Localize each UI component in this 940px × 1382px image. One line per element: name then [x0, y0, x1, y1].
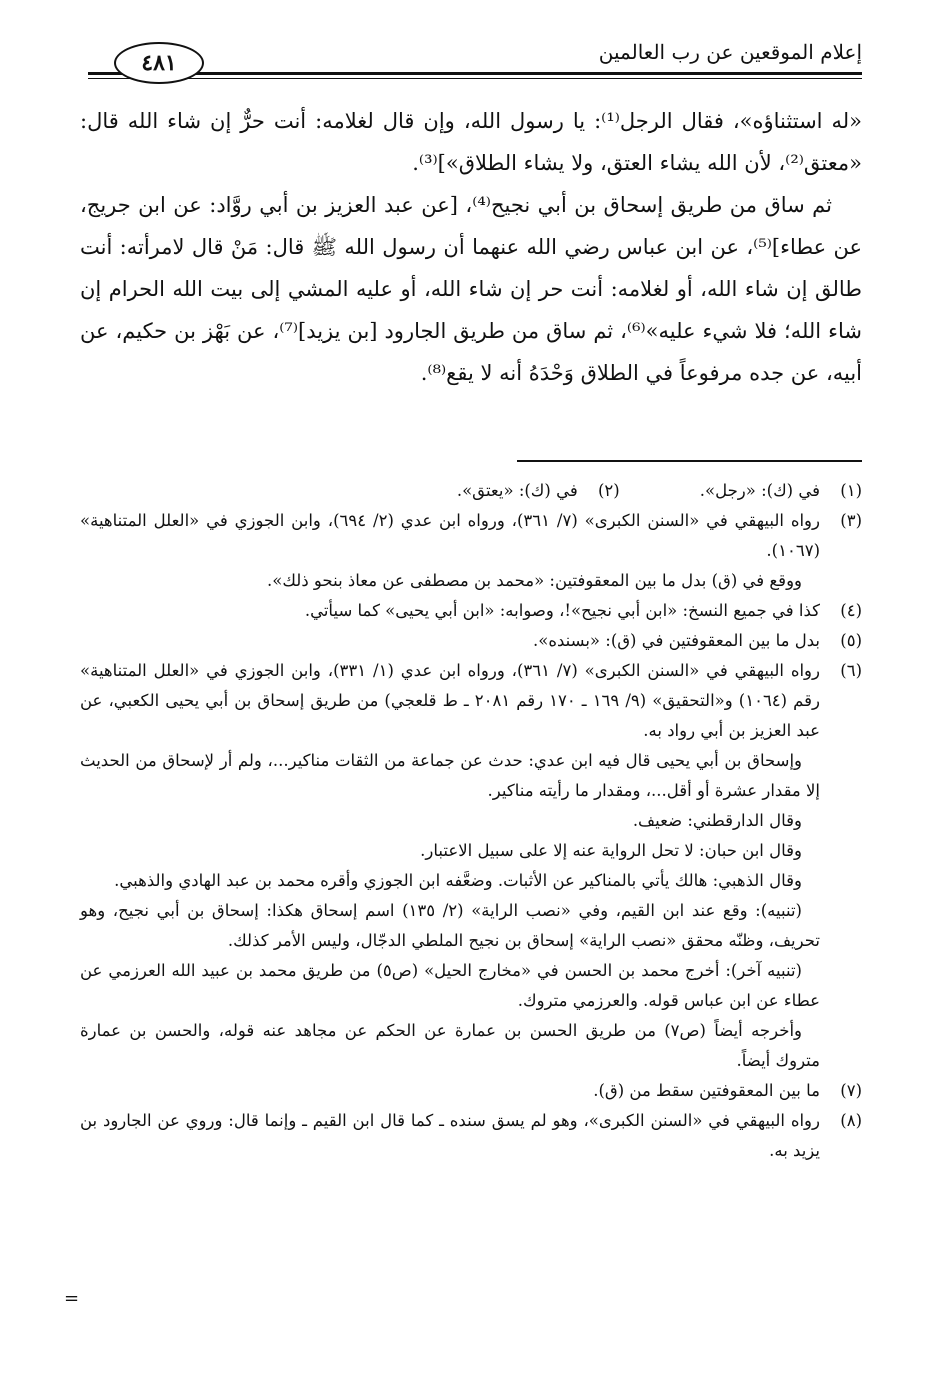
footnote-item — [80, 1076, 862, 1106]
footnote-text: في (ك): «رجل». — [699, 481, 820, 500]
footnote-row — [80, 476, 862, 506]
footnote-item — [80, 596, 862, 626]
footnote-item — [80, 626, 862, 656]
footnote-separator — [517, 460, 862, 462]
running-title: إعلام الموقعين عن رب العالمين — [589, 40, 862, 64]
footnote-continuation: (تنبيه): وقع عند ابن القيم، وفي «نصب الراية» (٢/ ١٣٥) اسم إسحاق هكذا: إسحاق بن أبي نجيح، وهو تحريف، وظنّه محقق «نصب الراية» إسحاق بن نجيح الملطي الدجّال، وليس الأمر كذلك. — [80, 901, 820, 950]
footnote-continuation: وأخرجه أيضاً (ص٧) من طريق الحسن بن عمارة عن الحكم عن مجاهد عنه قوله، والحسن بن عمارة متروك أيضاً. — [80, 1021, 820, 1070]
footnote-item — [80, 1106, 862, 1166]
footnote-continuation: ووقع في (ق) بدل ما بين المعقوفتين: «محمد بن مصطفى عن معاذ بنحو ذلك». — [267, 571, 802, 590]
footnote-number: (٦) — [840, 661, 862, 680]
footnote-continuation: وقال الذهبي: هالك يأتي بالمناكير عن الأثبات. وضعَّفه ابن الجوزي وأقره محمد بن عبد الهادي والذهبي. — [114, 871, 802, 890]
header-rule-thin — [88, 78, 862, 79]
footnote-continuation: وقال الدارقطني: ضعيف. — [632, 811, 802, 830]
footnote-number: (٢) — [597, 481, 620, 500]
footnote-continuation: (تنبيه آخر): أخرج محمد بن الحسن في «مخارج الحيل» (ص٥) من طريق محمد بن عبيد الله العرزمي عن عطاء عن ابن عباس قوله. والعرزمي متروك. — [80, 961, 820, 1010]
footnote-text: ما بين المعقوفتين سقط من (ق). — [593, 1081, 820, 1100]
footnote-text: بدل ما بين المعقوفتين في (ق): «بسنده». — [532, 631, 820, 650]
footnotes — [80, 476, 862, 1166]
footnote-text: كذا في جميع النسخ: «ابن أبي نجيح»!، وصوابه: «ابن أبي يحيى» كما سيأتي. — [304, 601, 820, 620]
footnote-number: (٨) — [840, 1111, 862, 1130]
footnote-text: رواه البيهقي في «السنن الكبرى» (٧/ ٣٦١)، ورواه ابن عدي (١/ ٣٣١)، وابن الجوزي في «العلل المتناهية» رقم (١٠٦٤) و«التحقيق» (٩/ ١٦٩ ـ ١٧٠ رقم ٢٠٨١ ـ ط قلعجي) من طريق إسحاق بن أبي يحيى الكعبي، عن عبد العزيز بن أبي رواد به. — [80, 661, 820, 740]
page-number: ٤٨١ — [114, 42, 204, 84]
page-header — [88, 40, 862, 84]
footnote-number: (٧) — [840, 1081, 862, 1100]
footnote-item — [80, 506, 862, 566]
footnote-number: (٣) — [840, 511, 862, 530]
footnote-text: رواه البيهقي في «السنن الكبرى» (٧/ ٣٦١)، ورواه ابن عدي (٢/ ٦٩٤)، وابن الجوزي في «العلل المتناهية» (١٠٦٧). — [80, 511, 820, 560]
footnote-continuation: وقال ابن حبان: لا تحل الرواية عنه إلا على سبيل الاعتبار. — [420, 841, 802, 860]
footnote-item — [80, 656, 862, 746]
footnote-continuation: وإسحاق بن أبي يحيى قال فيه ابن عدي: حدث عن جماعة من الثقات مناكير...، ولم أر لإسحاق من الحديث إلا مقدار عشرة أو أقل...، ومقدار ما رأيته مناكير. — [80, 751, 820, 800]
footnote-text: رواه البيهقي في «السنن الكبرى»، وهو لم يسق سنده ـ كما قال ابن القيم ـ وإنما قال: وروي عن الجارود بن يزيد به. — [80, 1111, 820, 1160]
continuation-mark: = — [64, 1288, 80, 1309]
footnote-number: (٤) — [840, 601, 862, 620]
footnote-number: (٥) — [840, 631, 862, 650]
footnote-number: (١) — [840, 481, 862, 500]
main-text — [80, 100, 862, 394]
body-paragraph: ثم ساق من طريق إسحاق بن أبي نجيح⁽⁴⁾، [عن عبد العزيز بن أبي روَّاد: عن ابن جريج، عن عطاء]⁽⁵⁾، عن ابن عباس رضي الله عنهما أن رسول الله ﷺ قال: مَنْ قال لامرأته: أنت طالق إن شاء الله، أو لغلامه: أنت حر إن شاء الله، أو عليه المشي إلى بيت الله الحرام إن شاء الله؛ فلا شيء عليه»⁽⁶⁾، ثم ساق من طريق الجارود [بن يزيد]⁽⁷⁾، عن بَهْز بن حكيم، عن أبيه، عن جده مرفوعاً في الطلاق وَحْدَهُ أنه لا يقع⁽⁸⁾. — [80, 193, 863, 385]
footnote-text: في (ك): «يعتق». — [456, 481, 578, 500]
header-rule — [88, 72, 862, 75]
body-paragraph: «له استثناؤه»، فقال الرجل⁽¹⁾: يا رسول الله، وإن قال لغلامه: أنت حرٌّ إن شاء الله قال: «معتق⁽²⁾، لأن الله يشاء العتق، ولا يشاء الطلاق»]⁽³⁾. — [80, 109, 862, 175]
